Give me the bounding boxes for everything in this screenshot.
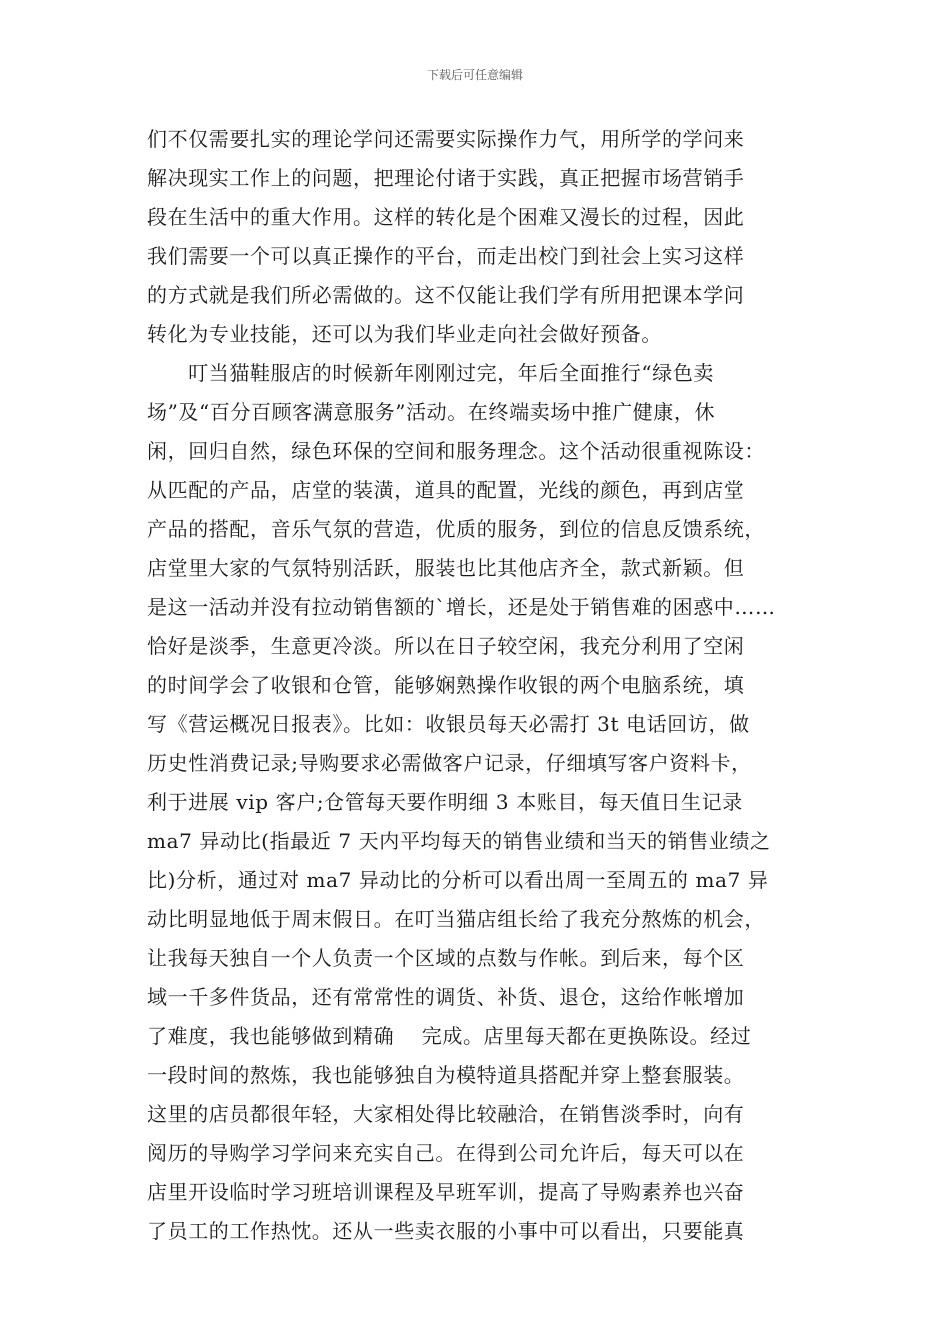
text-line: 的时间学会了收银和仓管，能够娴熟操作收银的两个电脑系统，填 — [147, 673, 745, 697]
text-line: 的方式就是我们所必需做的。这不仅能让我们学有所用把课本学问 — [147, 283, 745, 307]
text-line: 从匹配的产品，店堂的装潢，道具的配置，光线的颜色，再到店堂 — [147, 478, 745, 502]
text-line: 叮当猫鞋服店的时候新年刚刚过完，年后全面推行“绿色卖 — [147, 361, 715, 385]
text-line: 这里的店员都很年轻，大家相处得比较融洽，在销售淡季时，向有 — [147, 1102, 745, 1126]
page-header: 下载后可任意编辑 — [426, 68, 523, 82]
text-line: 店里开设临时学习班培训课程及早班军训，提高了导购素养也兴奋 — [147, 1180, 745, 1204]
text-line: 比)分析，通过对 ma7 异动比的分析可以看出周一至周五的 ma7 异 — [147, 868, 769, 892]
text-line: 域一千多件货品，还有常常性的调货、补货、退仓，这给作帐增加 — [147, 985, 745, 1009]
text-line: 段在生活中的重大作用。这样的转化是个困难又漫长的过程，因此 — [147, 205, 745, 229]
text-line: 写《营运概况日报表》。比如：收银员每天必需打 3t 电话回访，做 — [147, 712, 750, 736]
text-line: 们不仅需要扎实的理论学问还需要实际操作力气，用所学的学问来 — [147, 127, 745, 151]
text-line: 转化为专业技能，还可以为我们毕业走向社会做好预备。 — [147, 322, 662, 346]
text-line: 店堂里大家的气氛特别活跃，服装也比其他店齐全，款式新颖。但 — [147, 556, 745, 580]
text-line: 了员工的工作热忱。还从一些卖衣服的小事中可以看出，只要能真 — [147, 1219, 745, 1243]
text-line: 场”及“百分百顾客满意服务”活动。在终端卖场中推广健康，休 — [147, 400, 716, 424]
text-line: 解决现实工作上的问题，把理论付诸于实践，真正把握市场营销手 — [147, 166, 745, 190]
text-line: 恰好是淡季，生意更冷淡。所以在日子较空闲，我充分利用了空闲 — [147, 634, 745, 658]
text-line: 我们需要一个可以真正操作的平台，而走出校门到社会上实习这样 — [147, 244, 745, 268]
text-line: 一段时间的熬炼，我也能够独自为模特道具搭配并穿上整套服装。 — [147, 1063, 745, 1087]
text-line: 是这一活动并没有拉动销售额的`增长，还是处于销售难的困惑中…… — [147, 595, 776, 619]
text-line: 利于进展 vip 客户;仓管每天要作明细 3 本账目，每天值日生记录 — [147, 790, 743, 814]
text-line: 动比明显地低于周末假日。在叮当猫店组长给了我充分熬炼的机会， — [147, 907, 765, 931]
document-body — [147, 120, 817, 1251]
text-line: 历史性消费记录;导购要求必需做客户记录，仔细填写客户资料卡， — [147, 751, 752, 775]
text-line: 闲，回归自然，绿色环保的空间和服务理念。这个活动很重视陈设： — [147, 439, 765, 463]
text-line: 产品的搭配，音乐气氛的营造，优质的服务，到位的信息反馈系统， — [147, 517, 765, 541]
text-line: 了难度，我也能够做到精确 完成。店里每天都在更换陈设。经过 — [147, 1024, 752, 1048]
text-line: ma7 异动比(指最近 7 天内平均每天的销售业绩和当天的销售业绩之 — [147, 829, 771, 853]
text-line: 让我每天独自一个人负责一个区域的点数与作帐。到后来，每个区 — [147, 946, 745, 970]
text-line: 阅历的导购学习学问来充实自己。在得到公司允许后，每天可以在 — [147, 1141, 745, 1165]
